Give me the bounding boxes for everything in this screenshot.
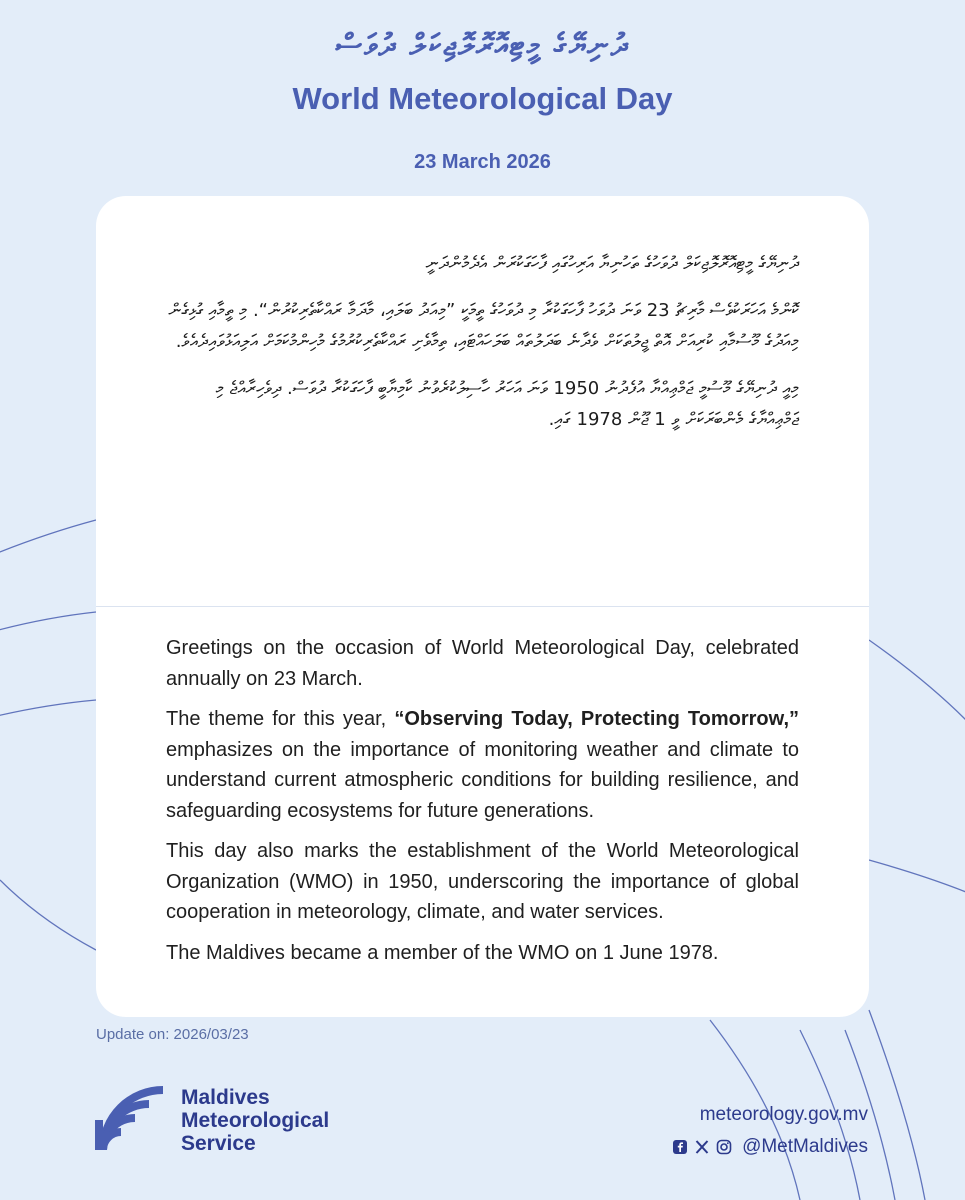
theme-quote: “Observing Today, Protecting Tomorrow,”: [394, 708, 799, 730]
english-message: [166, 633, 799, 978]
event-date: 23 March 2026: [414, 151, 551, 173]
dhivehi-paragraph: ކޮންމެ އަހަރަކުވެސް މާރިޗު 23 ވަނަ ދުވަހު ފާހަގަކުރާ މި ދުވަހުގެ ތީމަކީ ”މިއަދު ބަލައި، މާދަމާ ރައްކާތެރިކުރުން“. މި ތީމާއި ގުޅިގެން މިއަދުގެ މޫސުމާއި ކުރިއަށް އޮތް ޖީލުތަކަށް ވެދާނެ ބަދަލުތައް ބަލަހައްޓައި، ތިމާވެށި ރައްކާތެރިކުރުމުގެ މުހިންމުކަމަށް އަލިއަޅުވައިދެއެވެ.: [168, 300, 799, 352]
message-card: [96, 196, 869, 1017]
social-handle[interactable]: @MetMaldives: [742, 1136, 868, 1157]
header: [0, 20, 965, 174]
english-paragraph: This day also marks the establishment of the World Meteorological Organization (WMO) in 1950, underscoring the importance of global cooperation in meteorology, climate, and water services.: [166, 840, 799, 923]
org-logo-icon: [93, 1080, 165, 1152]
website-link[interactable]: meteorology.gov.mv: [699, 1104, 868, 1125]
dhivehi-paragraph: މިއީ ދުނިޔޭގެ މޫސުމީ ޖަމްޢިއްޔާ އުފެދުނު 1950 ވަނަ އަހަރު ހާސިލުކުރެވުނު ކާމިޔާބީ ފާހަގަކުރާ ދުވަސް. ދިވެހިރާއްޖެ މި ޖަމްޢިއްޔާގެ މެންބަރަކަށް ވީ 1 ޖޫން 1978 ގައި.: [215, 378, 799, 430]
org-name: Maldives Meteorological Service: [181, 1086, 330, 1155]
x-icon[interactable]: [694, 1139, 710, 1155]
update-date: Update on: 2026/03/23: [96, 1026, 249, 1043]
social-links: [672, 1136, 868, 1158]
section-divider: [96, 606, 869, 607]
dhivehi-title: ދުނިޔޭގެ މީޓިއޮރޮލޮޖިކަލް ދުވަސް: [335, 28, 630, 63]
dhivehi-paragraph: ދުނިޔޭގެ މީޓިއޮރޮލޮޖިކަލް ދުވަހުގެ ތަހުނިޔާ އަރިހުގައި ފާހަގަކުރަން އެދެމުންދަނީ: [425, 253, 799, 274]
page-title: World Meteorological Day: [292, 81, 673, 116]
contact-info: [672, 1104, 868, 1158]
facebook-icon[interactable]: [672, 1139, 688, 1155]
english-paragraph: The Maldives became a member of the WMO on 1 June 1978.: [166, 941, 719, 964]
instagram-icon[interactable]: [716, 1139, 732, 1155]
english-paragraph: The theme for this year, “Observing Today, Protecting Tomorrow,” emphasizes on the importance of monitoring weather and climate to understand current atmospheric conditions for building resilience, and safeguarding ecosystems for future generations.: [166, 708, 799, 822]
english-paragraph: Greetings on the occasion of World Meteorological Day, celebrated annually on 23 March.: [166, 637, 799, 690]
dhivehi-message: [166, 248, 799, 451]
